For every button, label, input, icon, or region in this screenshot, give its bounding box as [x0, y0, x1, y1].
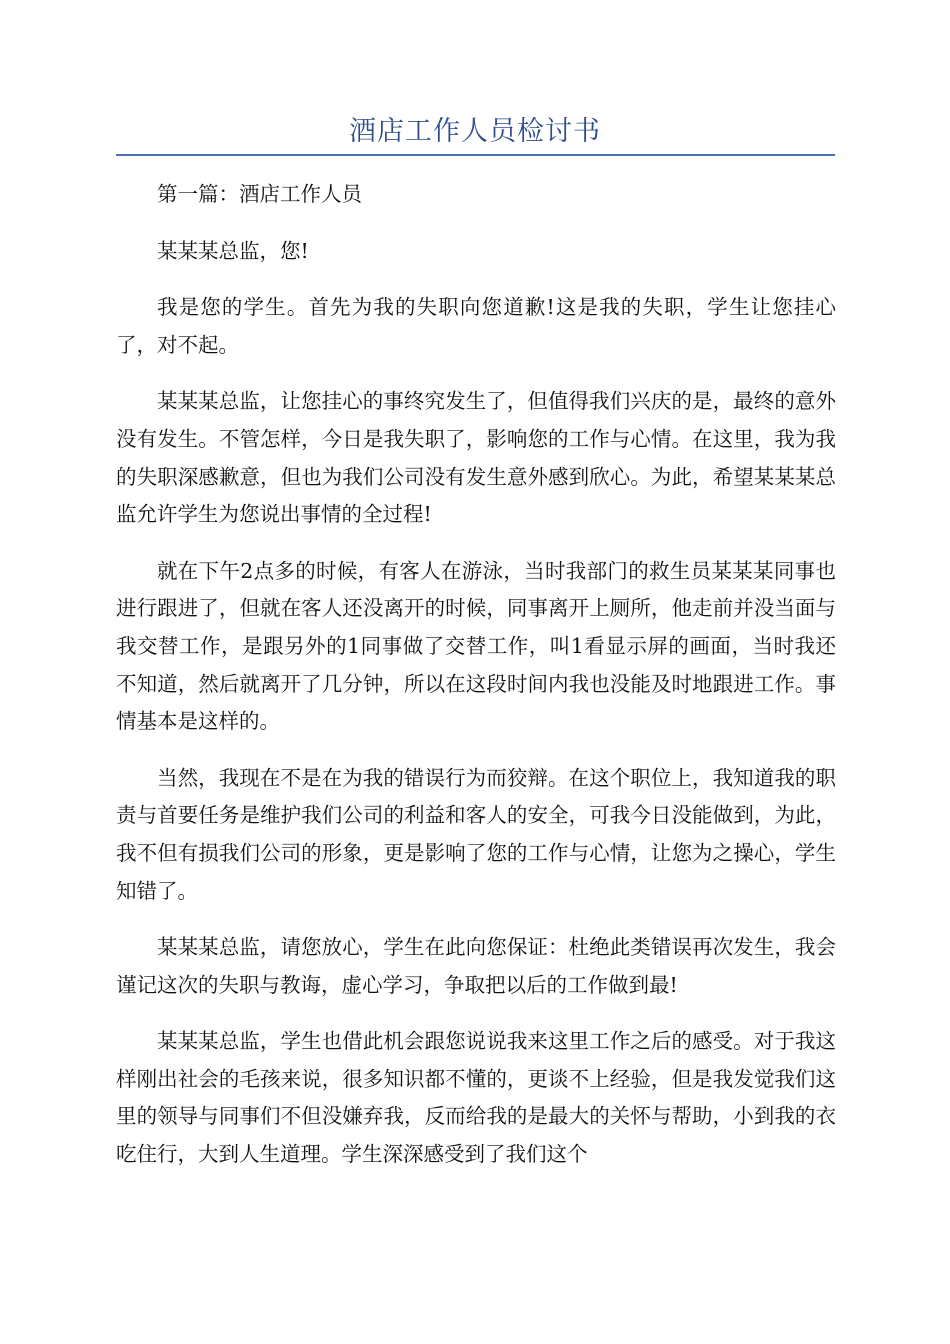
title-underline: [116, 154, 835, 156]
document-body: [116, 176, 836, 1193]
paragraph: 就在下午2点多的时候，有客人在游泳，当时我部门的救生员某某某同事也进行跟进了，但就在客人还没离开的时候，同事离开上厕所，他走前并没当面与我交替工作，是跟另外的1同事做了交替工作，叫1看显示屏的画面，当时我还不知道，然后就离开了几分钟，所以在这段时间内我也没能及时地跟进工作。事情基本是这样的。: [116, 558, 836, 734]
paragraph: 某某某总监，学生也借此机会跟您说说我来这里工作之后的感受。对于我这样刚出社会的毛孩来说，很多知识都不懂的，更谈不上经验，但是我发觉我们这里的领导与同事们不但没嫌弃我，反而给我的是最大的关怀与帮助，小到我的衣吃住行，大到人生道理。学生深深感受到了我们这个: [116, 1029, 836, 1167]
paragraph: 某某某总监，让您挂心的事终究发生了，但值得我们兴庆的是，最终的意外没有发生。不管怎样，今日是我失职了，影响您的工作与心情。在这里，我为我的失职深感歉意，但也为我们公司没有发生意外感到欣心。为此，希望某某某总监允许学生为您说出事情的全过程!: [116, 389, 836, 527]
document-title: 酒店工作人员检讨书: [349, 116, 601, 147]
paragraph: 某某某总监，请您放心，学生在此向您保证：杜绝此类错误再次发生，我会谨记这次的失职与教诲，虚心学习，争取把以后的工作做到最!: [116, 935, 836, 997]
paragraph: 当然，我现在不是在为我的错误行为而狡辩。在这个职位上，我知道我的职责与首要任务是维护我们公司的利益和客人的安全，可我今日没能做到，为此，我不但有损我们公司的形象，更是影响了您的工作与心情，让您为之操心，学生知错了。: [116, 765, 836, 903]
paragraph: 我是您的学生。首先为我的失职向您道歉!这是我的失职，学生让您挂心了，对不起。: [116, 295, 836, 357]
paragraph-salutation: 某某某总监，您!: [157, 238, 309, 263]
paragraph-heading: 第一篇：酒店工作人员: [157, 182, 362, 206]
